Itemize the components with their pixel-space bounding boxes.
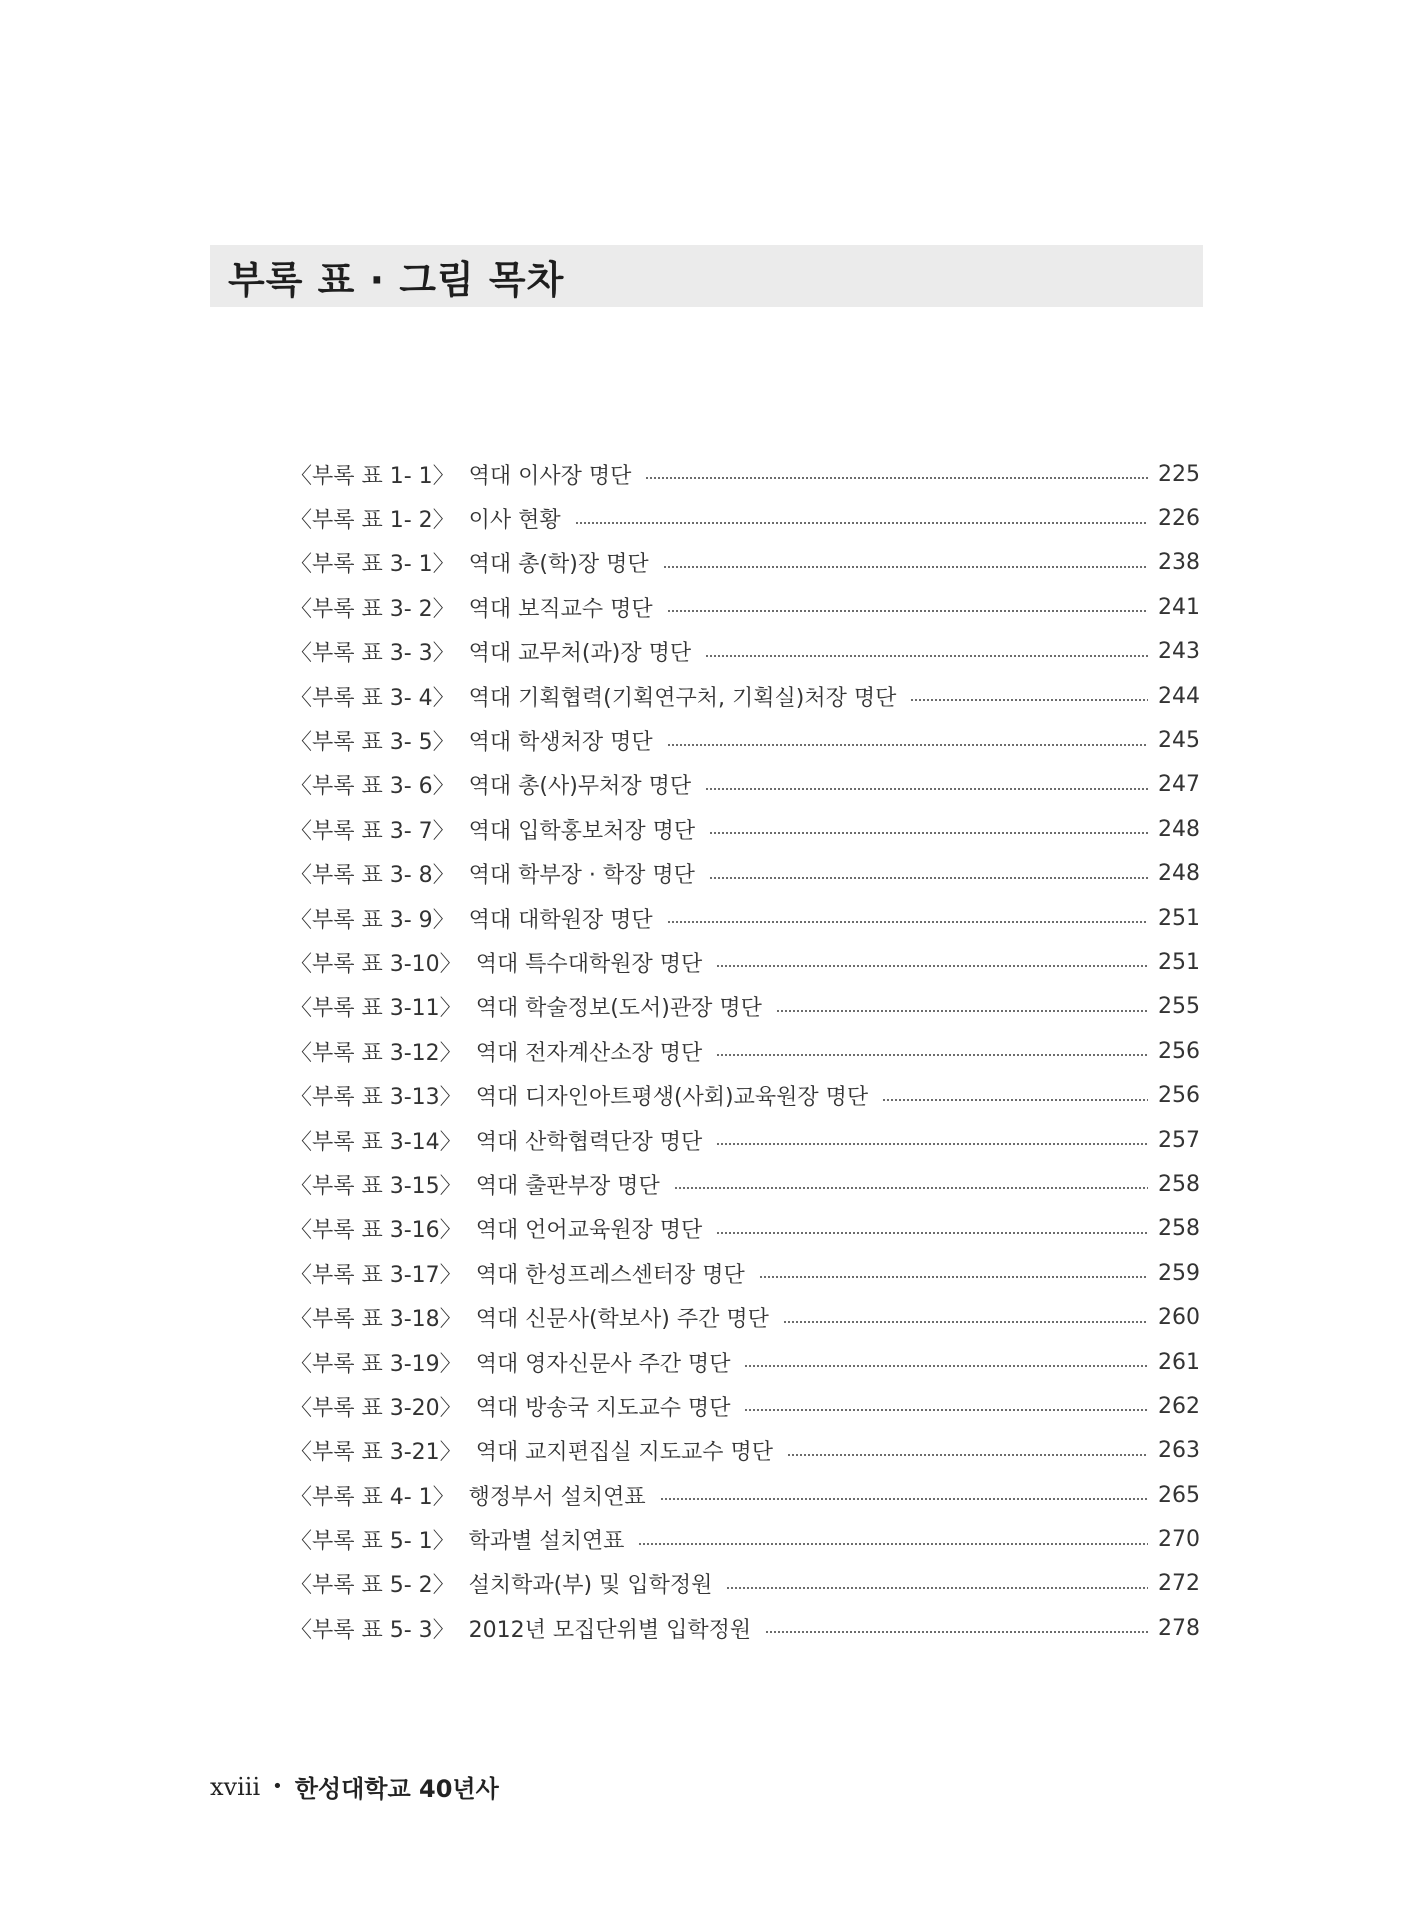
- dot-leader: [660, 1497, 1148, 1501]
- dot-leader: [705, 654, 1148, 658]
- toc-entry-page: 248: [1158, 861, 1200, 887]
- toc-entry-label: 〈부록 표 3- 9〉: [290, 907, 455, 933]
- toc-entry-page: 238: [1158, 550, 1200, 576]
- dot-leader: [787, 1453, 1148, 1457]
- toc-entry-page: 272: [1158, 1571, 1200, 1597]
- toc-entry[interactable]: [290, 1473, 1200, 1517]
- toc-entry-title: 학과별 설치연표: [468, 1529, 625, 1555]
- toc-entry-label: 〈부록 표 3-16〉: [290, 1218, 462, 1244]
- dot-leader: [765, 1630, 1148, 1634]
- toc-entry-label: 〈부록 표 1- 2〉: [290, 508, 455, 534]
- toc-entry-title: 2012년 모집단위별 입학정원: [468, 1617, 752, 1643]
- dot-leader: [663, 565, 1148, 569]
- toc-entry-label: 〈부록 표 3- 1〉: [290, 552, 455, 578]
- toc-entry-label: 〈부록 표 3- 8〉: [290, 863, 455, 889]
- toc-entry[interactable]: [290, 1606, 1200, 1650]
- dot-leader: [667, 920, 1148, 924]
- toc-entry[interactable]: [290, 1340, 1200, 1384]
- toc-entry-label: 〈부록 표 4- 1〉: [290, 1484, 455, 1510]
- toc-entry-page: 243: [1158, 639, 1200, 665]
- toc-entry-title: 이사 현황: [468, 508, 561, 534]
- toc-entry-page: 247: [1158, 772, 1200, 798]
- toc-entry[interactable]: [290, 585, 1200, 629]
- toc-entry[interactable]: [290, 1029, 1200, 1073]
- toc-entry[interactable]: [290, 852, 1200, 896]
- toc-entry-title: 역대 대학원장 명단: [468, 907, 653, 933]
- toc-entry-title: 역대 학생처장 명단: [468, 730, 653, 756]
- toc-entry-label: 〈부록 표 3-18〉: [290, 1307, 462, 1333]
- toc-entry-label: 〈부록 표 5- 3〉: [290, 1617, 455, 1643]
- toc-entry-label: 〈부록 표 3- 4〉: [290, 685, 455, 711]
- toc-entry-page: 261: [1158, 1349, 1200, 1375]
- dot-leader: [716, 1231, 1148, 1235]
- dot-leader: [575, 521, 1148, 525]
- dot-leader: [726, 1586, 1148, 1590]
- toc-entry-page: 257: [1158, 1127, 1200, 1153]
- toc-entry-page: 270: [1158, 1527, 1200, 1553]
- toc-entry[interactable]: [290, 940, 1200, 984]
- toc-entry-label: 〈부록 표 3-10〉: [290, 951, 462, 977]
- toc-entry-page: 241: [1158, 594, 1200, 620]
- toc-entry-title: 역대 교무처(과)장 명단: [468, 641, 692, 667]
- toc-entry-label: 〈부록 표 3-15〉: [290, 1173, 462, 1199]
- dot-leader: [709, 831, 1148, 835]
- dot-leader: [709, 876, 1148, 880]
- dot-leader: [882, 1098, 1148, 1102]
- toc-entry[interactable]: [290, 1251, 1200, 1295]
- toc-entry-label: 〈부록 표 3-21〉: [290, 1440, 462, 1466]
- page-footer: [210, 1769, 499, 1804]
- toc-entry-label: 〈부록 표 5- 2〉: [290, 1573, 455, 1599]
- toc-entry-label: 〈부록 표 3-13〉: [290, 1085, 462, 1111]
- toc-entry-title: 역대 방송국 지도교수 명단: [475, 1395, 731, 1421]
- toc-entry-page: 225: [1158, 461, 1200, 487]
- dot-leader: [716, 1142, 1148, 1146]
- toc-entry-page: 255: [1158, 994, 1200, 1020]
- dot-leader: [744, 1364, 1148, 1368]
- toc-entry-label: 〈부록 표 3-14〉: [290, 1129, 462, 1155]
- toc-entry-title: 역대 한성프레스센터장 명단: [475, 1262, 745, 1288]
- toc-entry-page: 262: [1158, 1393, 1200, 1419]
- toc-entry-label: 〈부록 표 1- 1〉: [290, 463, 455, 489]
- dot-leader: [674, 1186, 1148, 1190]
- toc-entry-page: 278: [1158, 1615, 1200, 1641]
- book-title: 한성대학교 40년사: [294, 1775, 499, 1803]
- dot-leader: [910, 698, 1148, 702]
- toc-entry-label: 〈부록 표 3- 5〉: [290, 730, 455, 756]
- toc-entry[interactable]: [290, 630, 1200, 674]
- toc-entry-label: 〈부록 표 3- 3〉: [290, 641, 455, 667]
- toc-entry[interactable]: [290, 807, 1200, 851]
- dot-leader: [667, 609, 1148, 613]
- toc-entry-label: 〈부록 표 3- 7〉: [290, 818, 455, 844]
- toc-entry[interactable]: [290, 541, 1200, 585]
- section-heading-bar: [210, 245, 1203, 307]
- dot-leader: [638, 1542, 1148, 1546]
- toc-entry-page: 258: [1158, 1171, 1200, 1197]
- toc-entry[interactable]: [290, 763, 1200, 807]
- toc-entry[interactable]: [290, 985, 1200, 1029]
- toc-entry-page: 256: [1158, 1083, 1200, 1109]
- toc-entry-page: 244: [1158, 683, 1200, 709]
- dot-leader: [744, 1408, 1148, 1412]
- toc-entry-page: 251: [1158, 905, 1200, 931]
- toc-entry-title: 역대 입학홍보처장 명단: [468, 818, 696, 844]
- toc-entry-title: 역대 학술정보(도서)관장 명단: [475, 996, 762, 1022]
- toc-entry[interactable]: [290, 496, 1200, 540]
- dot-leader: [776, 1009, 1148, 1013]
- toc-entry[interactable]: [290, 674, 1200, 718]
- toc-entry-title: 역대 언어교육원장 명단: [475, 1218, 703, 1244]
- toc-entry-title: 역대 교지편집실 지도교수 명단: [475, 1440, 773, 1466]
- toc-entry-page: 259: [1158, 1260, 1200, 1286]
- toc-entry-page: 245: [1158, 728, 1200, 754]
- toc-entry[interactable]: [290, 1562, 1200, 1606]
- toc-entry-title: 역대 총(사)무처장 명단: [468, 774, 692, 800]
- dot-leader: [716, 964, 1148, 968]
- page-title: 부록 표 · 그림 목차: [228, 257, 565, 302]
- toc-entry-title: 역대 보직교수 명단: [468, 596, 653, 622]
- toc-entry-label: 〈부록 표 3- 6〉: [290, 774, 455, 800]
- dot-leader: [667, 743, 1148, 747]
- toc-entry-title: 행정부서 설치연표: [468, 1484, 646, 1510]
- toc-entry[interactable]: [290, 1384, 1200, 1428]
- toc-entry-label: 〈부록 표 5- 1〉: [290, 1529, 455, 1555]
- table-of-contents: [290, 452, 1200, 1651]
- dot-leader: [645, 476, 1148, 480]
- toc-entry-title: 역대 기획협력(기획연구처, 기획실)처장 명단: [468, 685, 897, 711]
- toc-entry-title: 역대 산학협력단장 명단: [475, 1129, 703, 1155]
- toc-entry-title: 역대 전자계산소장 명단: [475, 1040, 703, 1066]
- toc-entry-title: 역대 출판부장 명단: [475, 1173, 660, 1199]
- toc-entry-page: 256: [1158, 1038, 1200, 1064]
- toc-entry-title: 역대 특수대학원장 명단: [475, 951, 703, 977]
- bullet-icon: •: [272, 1776, 283, 1797]
- toc-entry-title: 역대 디자인아트평생(사회)교육원장 명단: [475, 1085, 869, 1111]
- toc-entry-label: 〈부록 표 3-19〉: [290, 1351, 462, 1377]
- toc-entry-label: 〈부록 표 3-12〉: [290, 1040, 462, 1066]
- toc-entry-page: 265: [1158, 1482, 1200, 1508]
- toc-entry-page: 258: [1158, 1216, 1200, 1242]
- toc-entry-label: 〈부록 표 3-11〉: [290, 996, 462, 1022]
- toc-entry[interactable]: [290, 896, 1200, 940]
- toc-entry[interactable]: [290, 1118, 1200, 1162]
- toc-entry-page: 226: [1158, 506, 1200, 532]
- toc-entry-label: 〈부록 표 3-17〉: [290, 1262, 462, 1288]
- toc-entry-label: 〈부록 표 3-20〉: [290, 1395, 462, 1421]
- dot-leader: [783, 1320, 1148, 1324]
- dot-leader: [716, 1053, 1148, 1057]
- toc-entry-label: 〈부록 표 3- 2〉: [290, 596, 455, 622]
- dot-leader: [759, 1275, 1148, 1279]
- toc-entry[interactable]: [290, 1162, 1200, 1206]
- toc-entry[interactable]: [290, 1207, 1200, 1251]
- toc-entry-title: 역대 총(학)장 명단: [468, 552, 649, 578]
- toc-entry-page: 263: [1158, 1438, 1200, 1464]
- toc-entry-title: 역대 학부장 · 학장 명단: [468, 863, 695, 889]
- toc-entry[interactable]: [290, 452, 1200, 496]
- toc-entry[interactable]: [290, 1073, 1200, 1117]
- toc-entry[interactable]: [290, 1295, 1200, 1339]
- toc-entry-title: 역대 영자신문사 주간 명단: [475, 1351, 731, 1377]
- page-number: xviii: [210, 1772, 261, 1801]
- toc-entry-page: 260: [1158, 1305, 1200, 1331]
- toc-entry-title: 역대 신문사(학보사) 주간 명단: [475, 1307, 769, 1333]
- toc-entry-title: 설치학과(부) 및 입학정원: [468, 1573, 713, 1599]
- dot-leader: [705, 787, 1148, 791]
- toc-entry-title: 역대 이사장 명단: [468, 463, 632, 489]
- toc-entry[interactable]: [290, 1429, 1200, 1473]
- toc-entry[interactable]: [290, 718, 1200, 762]
- toc-entry-page: 251: [1158, 949, 1200, 975]
- toc-entry[interactable]: [290, 1517, 1200, 1561]
- toc-entry-page: 248: [1158, 816, 1200, 842]
